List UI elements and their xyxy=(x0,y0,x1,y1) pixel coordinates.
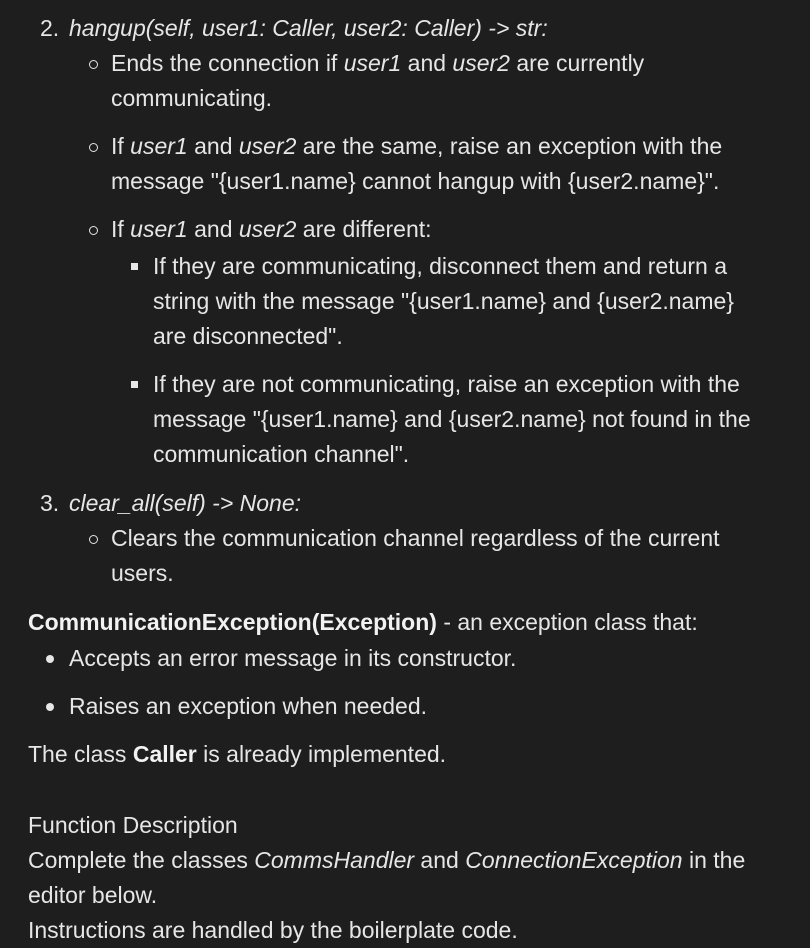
bullet-icon xyxy=(46,655,54,663)
subbullet-text: string with the message "{user1.name} and {user2.name} xyxy=(153,288,734,314)
bullet-text: users. xyxy=(111,560,174,586)
subbullet-text: communication channel". xyxy=(153,441,410,467)
function-description-text: Instructions are handled by the boilerplate code. xyxy=(28,917,518,943)
bullet-text: If user1 and user2 are the same, raise an exception with the xyxy=(111,133,723,159)
function-description-heading: Function Description xyxy=(28,812,238,838)
bullet-text: If user1 and user2 are different: xyxy=(111,216,432,242)
square-bullet-icon xyxy=(131,263,138,270)
list-number: 2. xyxy=(40,15,60,41)
bullet-icon xyxy=(46,703,54,711)
bullet-text: communicating. xyxy=(111,85,273,111)
subbullet-text: message "{user1.name} and {user2.name} not found in the xyxy=(153,406,751,432)
caller-note: The class Caller is already implemented. xyxy=(28,741,447,767)
exception-bullet-text: Raises an exception when needed. xyxy=(69,693,428,719)
subbullet-text: If they are not communicating, raise an exception with the xyxy=(153,371,740,397)
exception-class-heading: CommunicationException(Exception) - an exception class that: xyxy=(28,609,698,635)
hollow-bullet-icon xyxy=(89,60,98,69)
function-description-text: editor below. xyxy=(28,882,158,908)
function-description-text: Complete the classes CommsHandler and ConnectionException in the xyxy=(28,847,746,873)
list-number: 3. xyxy=(40,490,60,516)
square-bullet-icon xyxy=(131,381,138,388)
bullet-text: Clears the communication channel regardless of the current xyxy=(111,525,720,551)
hollow-bullet-icon xyxy=(89,226,98,235)
method-signature: hangup(self, user1: Caller, user2: Caller) -> str: xyxy=(69,15,548,41)
bullet-text: Ends the connection if user1 and user2 are currently xyxy=(111,50,645,76)
bullet-text: message "{user1.name} cannot hangup with {user2.name}". xyxy=(111,168,720,194)
subbullet-text: If they are communicating, disconnect them and return a xyxy=(153,253,728,279)
hollow-bullet-icon xyxy=(89,143,98,152)
subbullet-text: are disconnected". xyxy=(153,323,343,349)
hollow-bullet-icon xyxy=(89,535,98,544)
method-signature: clear_all(self) -> None: xyxy=(69,490,302,516)
exception-bullet-text: Accepts an error message in its constructor. xyxy=(69,645,517,671)
